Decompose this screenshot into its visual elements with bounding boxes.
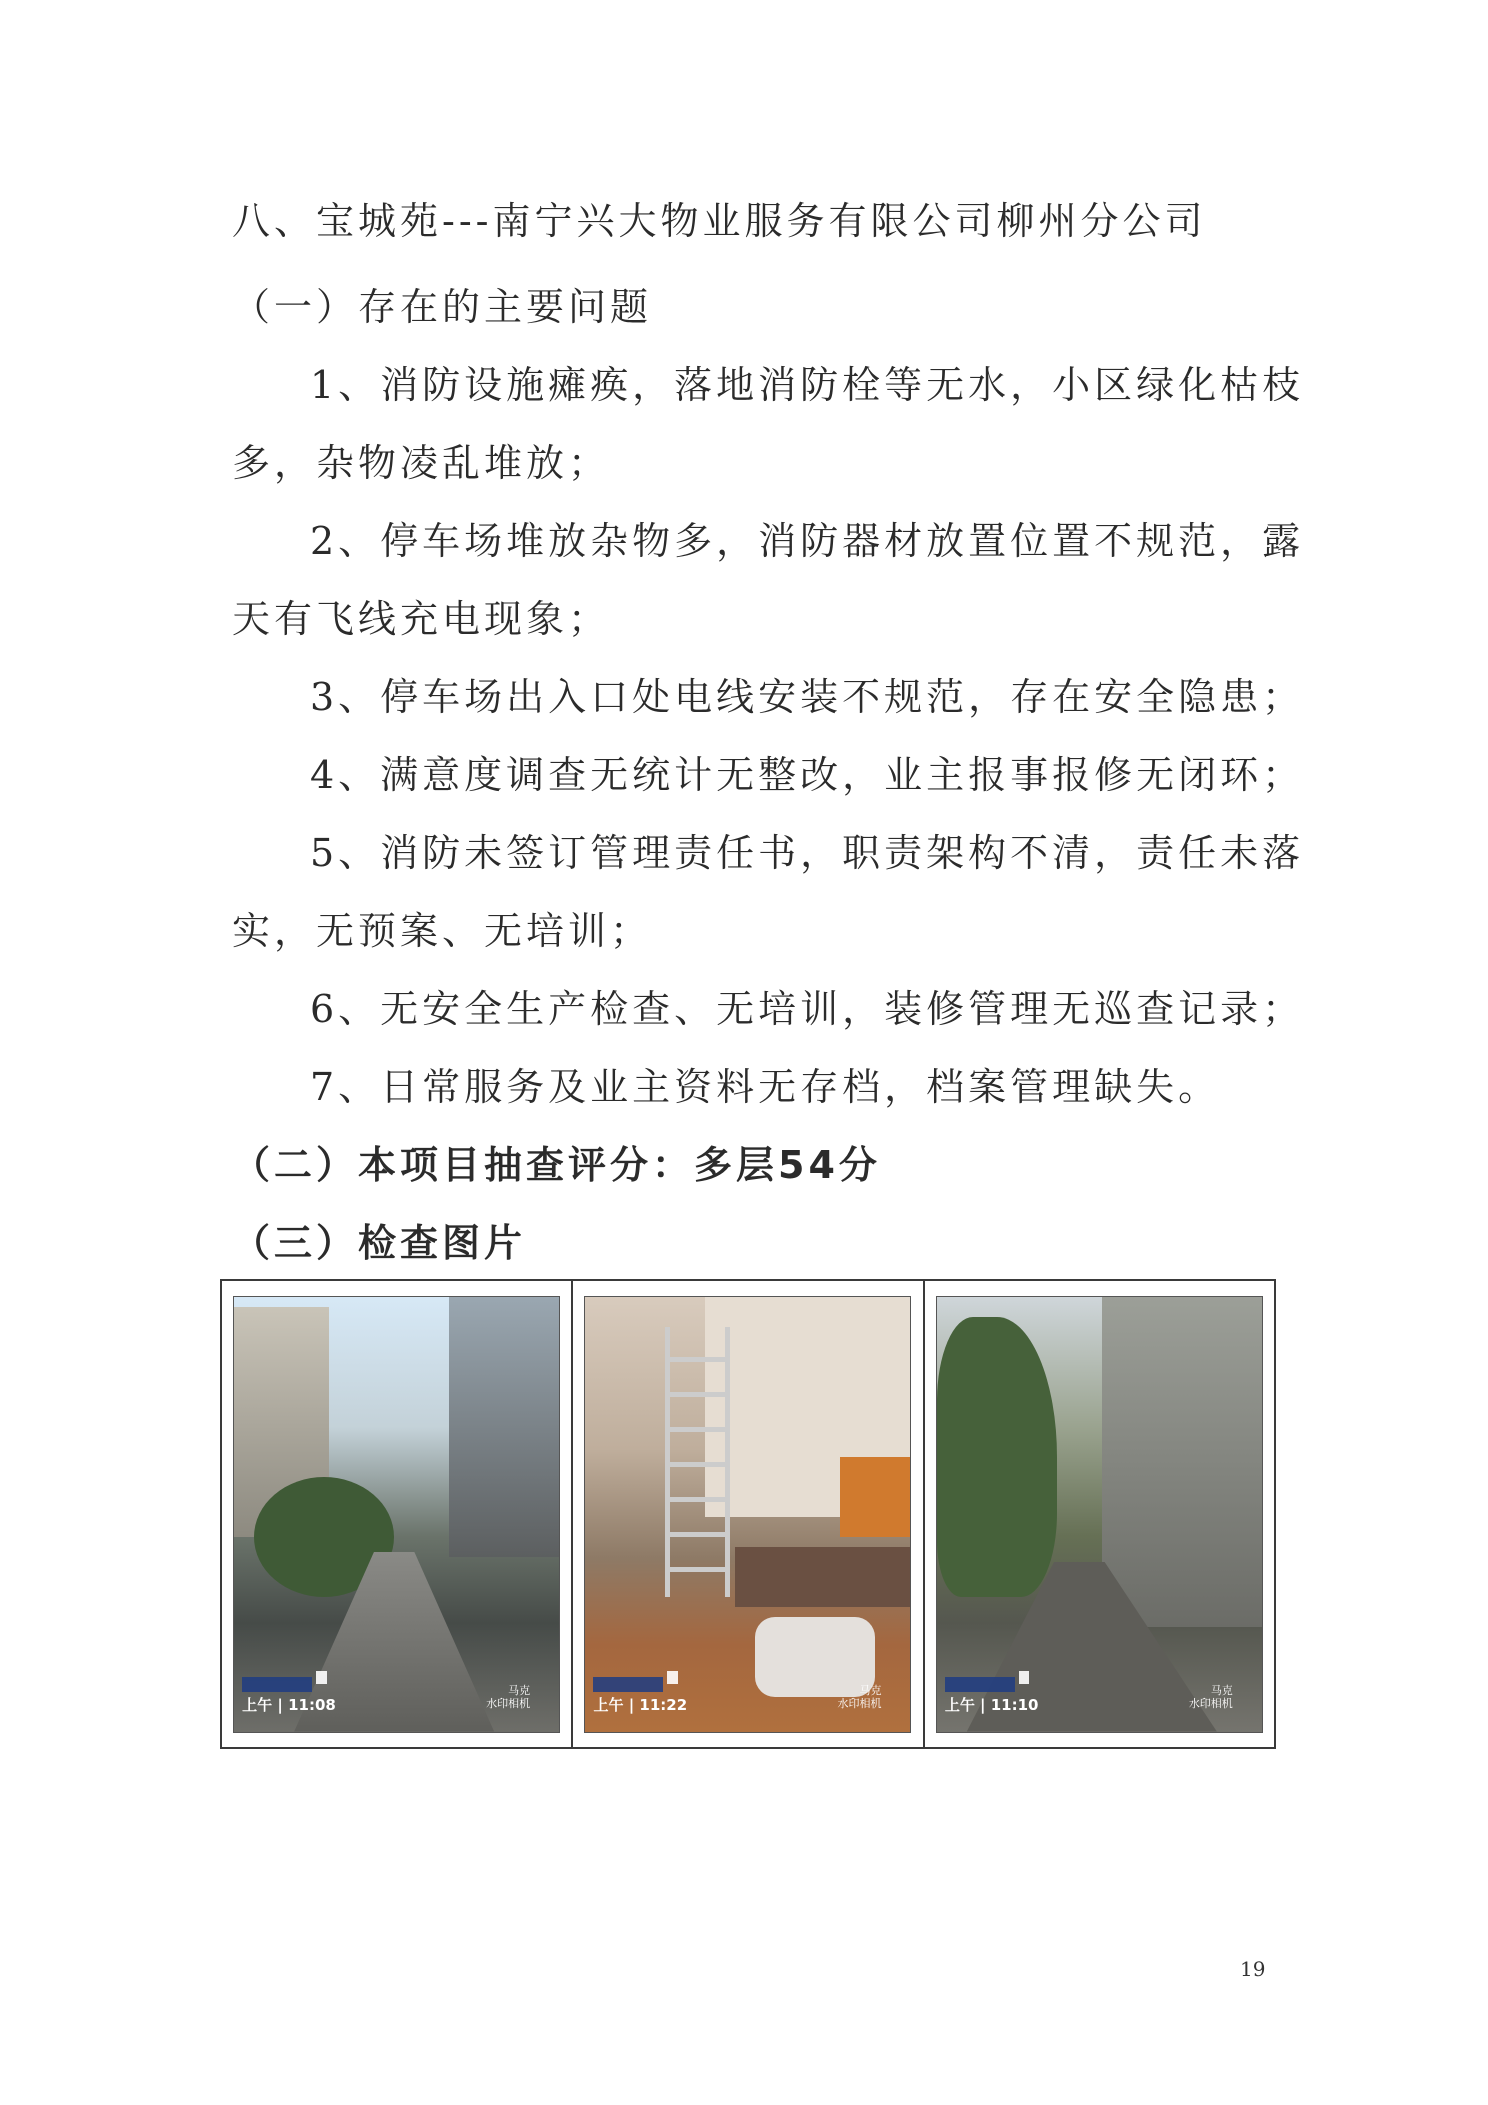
photo-cell-1 bbox=[222, 1281, 573, 1747]
watermark-badge bbox=[242, 1677, 312, 1692]
inspection-photo-lane bbox=[936, 1296, 1263, 1733]
photo-cell-3 bbox=[925, 1281, 1274, 1747]
problem-item-1-line-2: 多，杂物凌乱堆放； bbox=[232, 441, 611, 485]
watermark-brand: 马克 水印相机 bbox=[1188, 1683, 1233, 1710]
watermark-address bbox=[945, 1715, 1245, 1724]
problem-item-7: 7、日常服务及业主资料无存档，档案管理缺失。 bbox=[310, 1065, 1221, 1109]
watermark-stamp bbox=[242, 1671, 542, 1724]
watermark-stamp bbox=[945, 1671, 1245, 1724]
watermark-badge bbox=[593, 1677, 663, 1692]
watermark-address bbox=[593, 1715, 893, 1724]
watermark-logo bbox=[667, 1671, 678, 1684]
page-number: 19 bbox=[1240, 1957, 1266, 1981]
inspection-photo-table bbox=[220, 1279, 1276, 1749]
watermark-logo bbox=[1019, 1671, 1030, 1684]
watermark-time: 上午 | 11:08 bbox=[242, 1695, 336, 1714]
problem-item-3: 3、停车场出入口处电线安装不规范，存在安全隐患； bbox=[310, 675, 1305, 719]
section-heading: 八、宝城苑---南宁兴大物业服务有限公司柳州分公司 bbox=[232, 199, 1207, 243]
watermark-stamp bbox=[593, 1671, 893, 1724]
watermark-brand: 马克 水印相机 bbox=[837, 1683, 882, 1710]
problem-item-6: 6、无安全生产检查、无培训，装修管理无巡查记录； bbox=[310, 987, 1305, 1031]
problem-item-1-line-1: 1、消防设施瘫痪，落地消防栓等无水，小区绿化枯枝 bbox=[310, 363, 1305, 407]
watermark-logo bbox=[316, 1671, 327, 1684]
subsection-title-photos: （三）检查图片 bbox=[232, 1221, 527, 1265]
watermark-badge bbox=[945, 1677, 1015, 1692]
problem-item-5-line-2: 实，无预案、无培训； bbox=[232, 909, 653, 953]
subsection-title-problems: （一）存在的主要问题 bbox=[232, 285, 653, 329]
problem-item-4: 4、满意度调查无统计无整改，业主报事报修无闭环； bbox=[310, 753, 1305, 797]
problem-item-2-line-1: 2、停车场堆放杂物多，消防器材放置位置不规范，露 bbox=[310, 519, 1305, 563]
problem-item-2-line-2: 天有飞线充电现象； bbox=[232, 597, 611, 641]
inspection-photo-alley bbox=[233, 1296, 560, 1733]
watermark-brand: 马克 水印相机 bbox=[486, 1683, 531, 1710]
watermark-address bbox=[242, 1715, 542, 1724]
problem-item-5-line-1: 5、消防未签订管理责任书，职责架构不清，责任未落 bbox=[310, 831, 1305, 875]
photo-cell-2 bbox=[573, 1281, 924, 1747]
subsection-title-score: （二）本项目抽查评分：多层54分 bbox=[232, 1143, 881, 1187]
watermark-time: 上午 | 11:22 bbox=[593, 1695, 688, 1714]
watermark-time: 上午 | 11:10 bbox=[944, 1695, 1039, 1714]
inspection-photo-storage bbox=[584, 1296, 911, 1733]
